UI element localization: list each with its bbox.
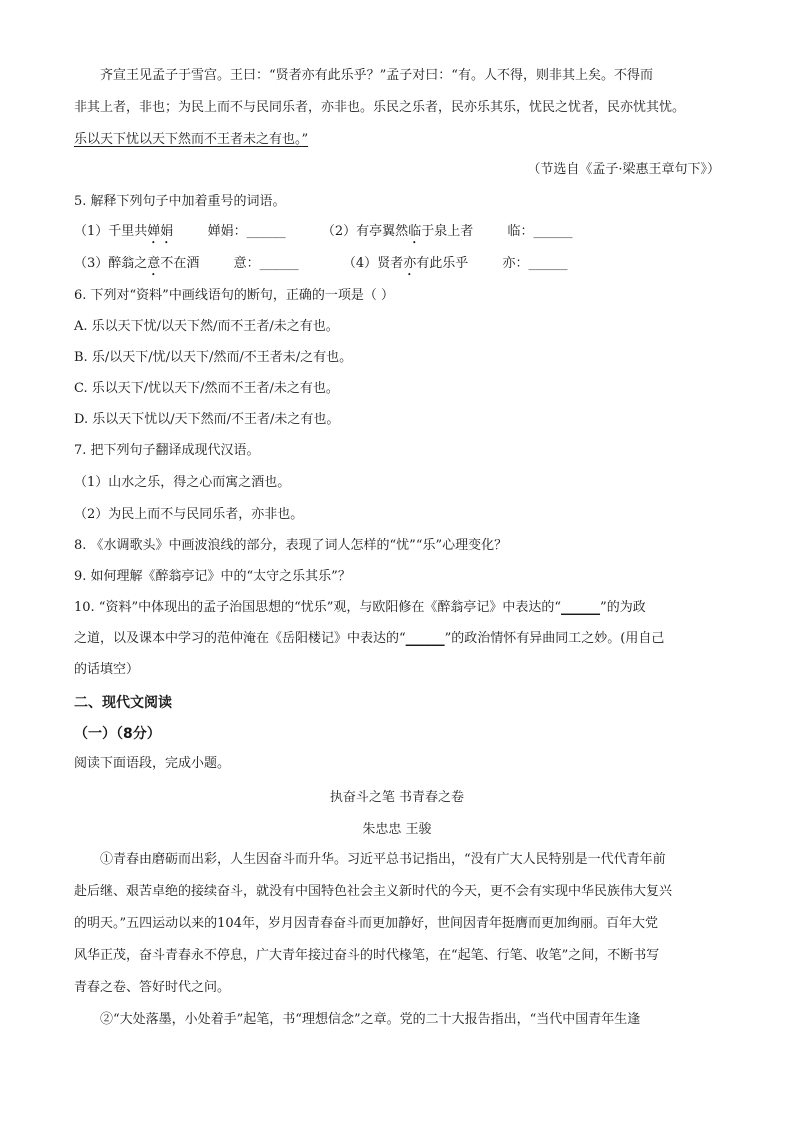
answer-blank[interactable]: ______ — [533, 224, 573, 239]
section-heading: 二、现代文阅读 — [74, 695, 172, 711]
q5-item-1: （1）千里共婵娟 — [74, 224, 174, 239]
subsection-heading: （一）（8分） — [74, 726, 161, 742]
article-p1-line-3: 的明天。”五四运动以来的104年，岁月因青春奋斗而更加静好，世间因青年挺膺而更加绚丽。百年大党 — [74, 916, 658, 931]
q10-line-3: 的话填空） — [74, 662, 140, 677]
q9-stem: 9. 如何理解《醉翁亭记》中的“太守之乐其乐”？ — [74, 569, 351, 584]
q5-row-2 — [74, 254, 568, 279]
q7-item-2: （2）为民上而不与民同乐者，亦非也。 — [74, 507, 304, 522]
q5-answer-1: 婵娟：______ — [207, 224, 286, 239]
article-title: 执奋斗之笔 书青春之卷 — [329, 790, 465, 805]
q6-stem: 6. 下列对“资料”中画线语句的断句，正确的一项是（ ） — [74, 288, 394, 303]
answer-blank[interactable]: ______ — [561, 600, 601, 615]
classical-source: （节选自《孟子·梁惠王章句下》） — [527, 162, 720, 177]
article-p1-line-2: 赴后继、艰苦卓绝的接续奋斗，就没有中国特色社会主义新时代的今天，更不会有实现中华民族伟大复兴 — [74, 884, 673, 899]
reading-intro: 阅读下面语段，完成小题。 — [74, 756, 231, 771]
q5-stem: 5. 解释下列句子中加着重号的词语。 — [74, 194, 286, 209]
q10-line-1: 10. “资料”中体现出的孟子治国思想的“忧乐”观，与欧阳修在《醉翁亭记》中表达的“______”的为政 — [74, 600, 646, 615]
q10-line-2: 之道，以及课本中学习的范仲淹在《岳阳楼记》中表达的“______”的政治情怀有异曲同工之妙。(用自己 — [74, 631, 665, 646]
answer-blank[interactable]: ______ — [259, 256, 299, 271]
q6-option-d[interactable]: D. 乐以天下忧以/天下然而/不王者/未之有也。 — [74, 412, 340, 427]
article-p1-line-5: 青春之卷、答好时代之问。 — [74, 980, 231, 995]
emphasis-word: 亦 — [403, 256, 417, 271]
q7-item-1: （1）山水之乐，得之心而寓之酒也。 — [74, 475, 291, 490]
classical-line-1: 齐宣王见孟子于雪宫。王曰：“贤者亦有此乐乎？”孟子对曰：“有。人不得，则非其上矣。不得而 — [100, 68, 653, 83]
answer-blank[interactable]: ______ — [246, 224, 286, 239]
q8-stem: 8. 《水调歌头》中画波浪线的部分，表现了词人怎样的“忧”“乐”心理变化？ — [74, 538, 508, 553]
classical-line-2: 非其上者，非也；为民上而不与民同乐者，亦非也。乐民之乐者，民亦乐其乐，忧民之忧者，民亦忧其忧。 — [74, 100, 686, 115]
emphasis-word: 临 — [408, 224, 422, 239]
q5-answer-2: 临：______ — [507, 224, 573, 239]
q6-option-b[interactable]: B. 乐/以天下/忧/以天下/然而/不王者未/之有也。 — [74, 350, 353, 365]
article-p1-line-1: ①青春由磨砺而出彩，人生因奋斗而升华。习近平总书记指出，“没有广大人民特别是一代代青年前 — [100, 852, 666, 867]
classical-underlined-line: 乐以天下忧以天下然而不王者未之有也。” — [74, 132, 309, 147]
article-p2-line-1: ②“大处落墨，小处着手”起笔，书“理想信念”之章。党的二十大报告指出，“当代中国青年生逢 — [100, 1012, 641, 1027]
article-authors: 朱忠忠 王骏 — [362, 822, 432, 837]
q5-item-2: （2）有亭翼然临于泉上者 — [321, 224, 474, 239]
emphasis-word: 婵娟 — [147, 224, 174, 239]
q5-item-4: （4）贤者亦有此乐乎 — [342, 256, 469, 271]
answer-blank[interactable]: ______ — [528, 256, 568, 271]
q6-option-a[interactable]: A. 乐以天下忧/以天下然/而不王者/未之有也。 — [74, 319, 339, 334]
answer-blank[interactable]: ______ — [405, 631, 445, 646]
q5-item-3: （3）醉翁之意不在酒 — [74, 256, 200, 271]
emphasis-word: 意 — [147, 256, 161, 271]
q5-answer-4: 亦：______ — [502, 256, 568, 271]
article-p1-line-4: 风华正茂，奋斗青春永不停息，广大青年接过奋斗的时代椽笔，在“起笔、行笔、收笔”之间，不断书写 — [74, 948, 660, 963]
q7-stem: 7. 把下列句子翻译成现代汉语。 — [74, 443, 260, 458]
q5-row-1 — [74, 222, 573, 247]
q5-answer-3: 意：______ — [233, 256, 299, 271]
q6-option-c[interactable]: C. 乐以天下/忧以天下/然而不王者/未之有也。 — [74, 381, 339, 396]
